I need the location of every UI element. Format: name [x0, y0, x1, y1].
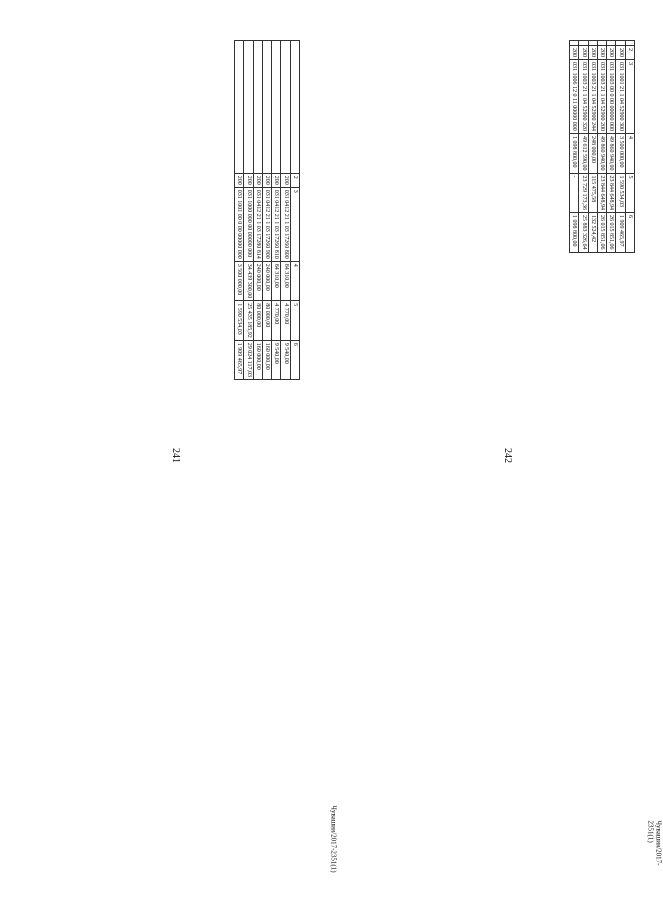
table-row: 200 031 1000 000 00 00000 000 34 439 300,00 25 435 185,92 29 024 117,03: [244, 41, 253, 380]
table-row: 200 031 1003 21 1 04 52900 320 49 612 590,00 23 729 173,36 25 883 326,64: [579, 41, 588, 253]
table-header-cell: 3: [290, 187, 299, 261]
right-footer: Чувашия/2017-2351(1): [646, 820, 663, 866]
table-row: 200 031 1001 00 0 00 00000 000 3 500 000,00 1 590 534,03 1 909 465,97: [234, 41, 243, 380]
table-row: 200 031 0412 21 1 03 17260 900 240 000,00 80 000,00 160 000,00: [262, 41, 271, 380]
left-footer: Чувашия/2017-2351(1): [329, 805, 338, 873]
table-row: 200 031 0412 21 1 03 17260 810 84 310,00 4 770,00 9 540,00: [272, 41, 281, 380]
table-header-cell: 4: [625, 134, 634, 174]
table-header-cell: 5: [290, 301, 299, 341]
table-row: [290, 41, 299, 380]
right-page-number: 242: [502, 448, 513, 463]
table-row: 200 031 1003 21 1 04 52900 244 248 000,00 115 475,58 132 524,42: [588, 41, 597, 253]
table-row: 200 031 1001 21 1 04 52900 300 3 500 000,00 1 590 534,03 1 909 465,97: [616, 41, 625, 253]
right-table-block: [569, 40, 635, 253]
table-row: 200 031 0412 21 1 03 17260 800 84 310,00 4 770,00 9 540,00: [281, 41, 290, 380]
table-header-cell: 2: [625, 46, 634, 60]
table-row: 200 031 0412 21 1 03 17280 814 240 000,00 80 000,00 160 000,00: [253, 41, 262, 380]
table-header-cell: 3: [625, 60, 634, 134]
table-header-cell: 6: [290, 340, 299, 379]
table-header-cell: 2: [290, 173, 299, 187]
table-row: 200 031 1006 12 0 11 00000 000 1 098 800,00 - 1 098 800,00: [569, 41, 578, 253]
left-table-block: [234, 40, 300, 380]
right-table: [569, 40, 635, 253]
left-page-number: 241: [170, 448, 181, 463]
table-header-cell: 4: [290, 261, 299, 301]
table-header-cell: [290, 41, 299, 174]
table-row: 200 031 1003 21 1 04 52900 200 49 860 940,00 23 844 648,94 26 015 851,06: [597, 41, 606, 253]
table-header-cell: 6: [625, 213, 634, 253]
table-row: 200 031 1003 00 0 00 00000 000 49 860 940,00 23 844 648,94 26 015 851,06: [607, 41, 616, 253]
left-table: [234, 40, 300, 380]
table-header-cell: 5: [625, 173, 634, 213]
table-row: [625, 41, 634, 253]
